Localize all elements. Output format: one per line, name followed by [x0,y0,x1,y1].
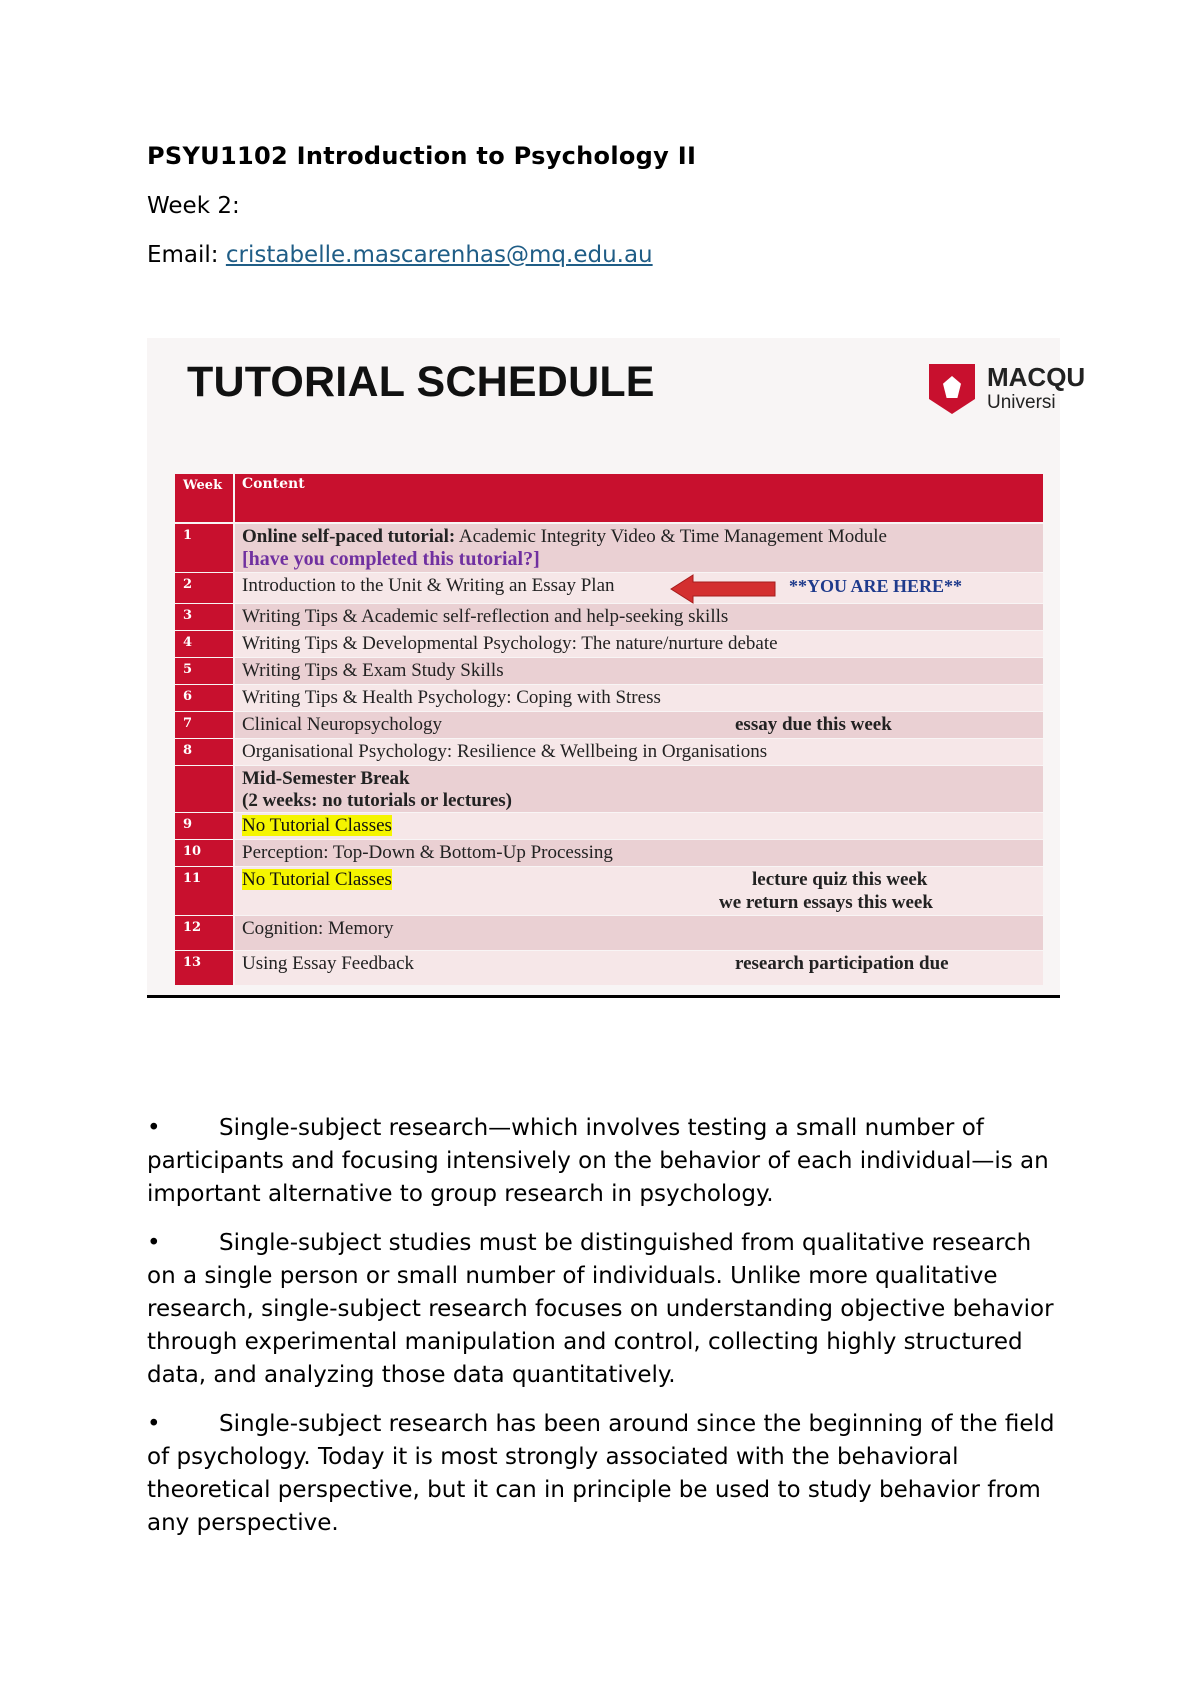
row-week: 12 [175,916,233,950]
row-content [235,813,1043,839]
row-week: 11 [175,867,233,915]
bullet-item [147,1112,1067,1211]
row-content-bold: Online self-paced tutorial: [242,526,456,547]
bullet-marker: • [147,1411,161,1437]
email-label: Email: [147,242,226,268]
bullet-text: Single-subject research has been around since the beginning of the field of psychology. Today it is most strongly associated with the behavioral theoretical perspective, but it can in principle be used to study behavior from any perspective. [147,1411,1055,1536]
row-content: Clinical Neuropsychology [235,712,1043,738]
schedule-row [175,766,1043,812]
tutorial-schedule-image [147,338,1086,998]
row-week: 4 [175,631,233,657]
row-content: Introduction to the Unit & Writing an Essay Plan [235,573,1043,603]
row-week: 9 [175,813,233,839]
row-week: 6 [175,685,233,711]
row-content: Writing Tips & Health Psychology: Coping with Stress [235,685,1043,711]
slide-title: TUTORIAL SCHEDULE [187,358,655,406]
row-week: 8 [175,739,233,765]
row-week: 13 [175,951,233,985]
row-note-2: we return essays this week [719,892,933,913]
row-content: Perception: Top-Down & Bottom-Up Processing [235,840,1043,866]
week-label: Week 2: [147,193,240,219]
email-link[interactable]: cristabelle.mascarenhas@mq.edu.au [225,242,653,268]
schedule-row [175,631,1043,657]
bullet-marker: • [147,1230,161,1256]
row-week: 2 [175,573,233,603]
schedule-header-row [175,474,1043,522]
row-week: 3 [175,604,233,630]
bullet-text: Single-subject research—which involves testing a small number of participants and focusing intensively on the behavior of each individual—is an important alternative to group research in psychology. [147,1115,1049,1207]
schedule-row [175,658,1043,684]
document-title: PSYU1102 Introduction to Psychology II [147,142,697,170]
row-content-extra: [have you completed this tutorial?] [242,548,540,570]
bullet-marker: • [147,1115,161,1141]
row-content-highlight: No Tutorial Classes [242,815,392,836]
row-content-text: Academic Integrity Video & Time Management Module [455,526,887,547]
schedule-row [175,712,1043,738]
row-week: 10 [175,840,233,866]
logo-text-line2: Universi [987,392,1056,413]
row-content: Writing Tips & Developmental Psychology: The nature/nurture debate [235,631,1043,657]
row-content-highlight: No Tutorial Classes [242,869,392,890]
row-content: Writing Tips & Academic self-reflection and help-seeking skills [235,604,1043,630]
row-content: Cognition: Memory [235,916,1043,950]
logo-text-line1: MACQU [987,362,1086,392]
bullet-item [147,1227,1067,1392]
schedule-row [175,951,1043,985]
row-week [175,766,233,812]
row-note: research participation due [735,953,949,974]
schedule-row [175,867,1043,915]
row-content [235,766,1043,812]
row-content-text2: (2 weeks: no tutorials or lectures) [242,790,512,811]
university-logo [929,362,1086,418]
row-note: essay due this week [735,714,892,735]
row-note: lecture quiz this week [752,869,928,890]
row-week: 1 [175,524,233,572]
row-content-text: Mid-Semester Break [242,768,410,789]
row-note: **YOU ARE HERE** [789,576,963,596]
schedule-row [175,604,1043,630]
bullet-text: Single-subject studies must be distinguished from qualitative research on a single person or small number of individuals. Unlike more qualitative research, single-subject research focuses on understanding objective behavior through experimental manipulation and control, collecting highly structured data, and analyzing those data quantitatively. [147,1230,1054,1388]
header-content: Content [235,474,1043,522]
schedule-row [175,739,1043,765]
row-content: Writing Tips & Exam Study Skills [235,658,1043,684]
schedule-row [175,916,1043,950]
arrow-left-icon [671,575,779,603]
schedule-row [175,813,1043,839]
email-line [147,242,653,268]
schedule-row [175,573,1043,603]
row-week: 5 [175,658,233,684]
schedule-row [175,840,1043,866]
row-week: 7 [175,712,233,738]
shield-icon [929,364,975,414]
bullet-item [147,1408,1067,1540]
row-content: Using Essay Feedback [235,951,1043,985]
schedule-row [175,685,1043,711]
row-content [235,524,1043,572]
row-content: Organisational Psychology: Resilience & Wellbeing in Organisations [235,739,1043,765]
schedule-row [175,524,1043,572]
bullet-list [147,1112,1067,1556]
header-week: Week [175,474,233,522]
